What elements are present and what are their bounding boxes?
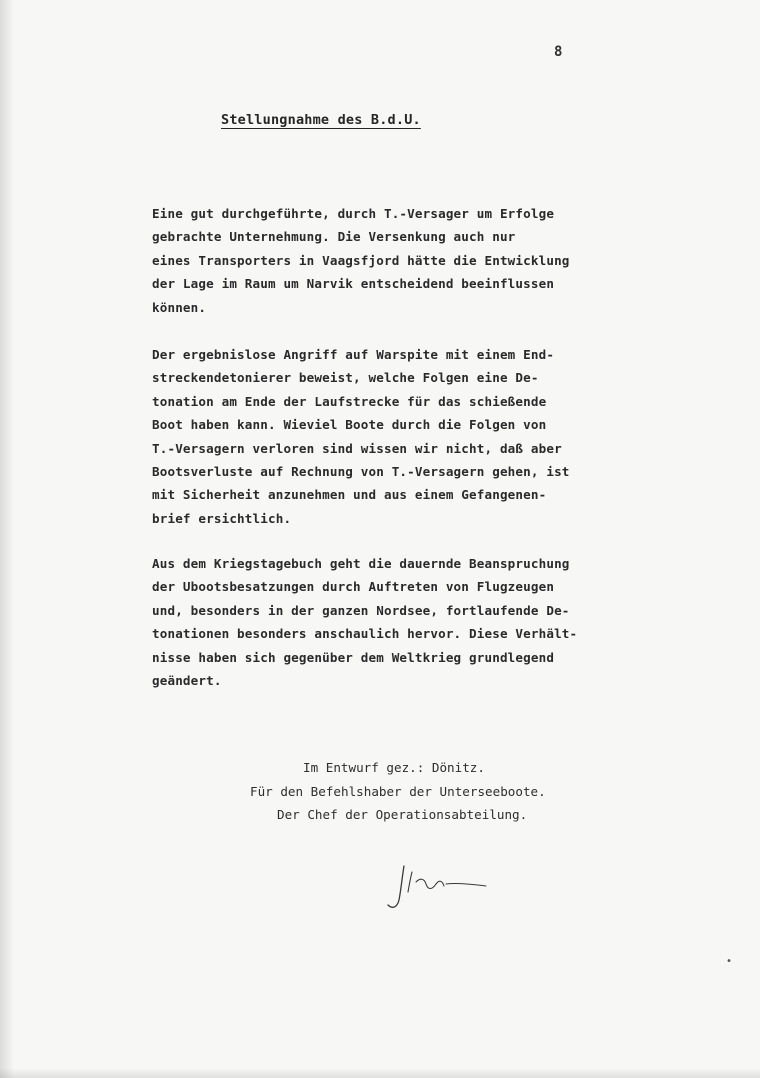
text-line: Bootsverluste auf Rechnung von T.-Versagern gehen, ist (152, 464, 570, 480)
text-line: und, besonders in der ganzen Nordsee, fortlaufende De- (152, 602, 570, 618)
handwritten-signature (382, 848, 502, 918)
text-line: geändert. (152, 673, 222, 689)
signature-line-draft: Im Entwurf gez.: Dönitz. (303, 760, 485, 775)
signature-line-commander: Für den Befehlshaber der Unterseeboote. (250, 783, 546, 799)
text-line: eines Transporters in Vaagsfjord hätte die Entwicklung (152, 252, 570, 268)
text-line: Der ergebnislose Angriff auf Warspite mit einem End- (152, 347, 555, 362)
text-line: der Ubootsbesatzungen durch Auftreten von Flugzeugen (152, 579, 555, 595)
text-line: streckendetonierer beweist, welche Folgen eine De- (152, 370, 539, 386)
signature-block (250, 756, 546, 827)
text-line: der Lage im Raum um Narvik entscheidend beeinflussen (152, 276, 555, 292)
text-line: tonation am Ende der Laufstrecke für das schießende (152, 393, 547, 409)
text-line: Aus dem Kriegstagebuch geht die dauernde Beanspruchung (152, 556, 570, 571)
scan-bottom-shadow (0, 1068, 760, 1078)
text-line: tonationen besonders anschaulich hervor. Diese Verhält- (152, 626, 578, 642)
text-line: mit Sicherheit anzunehmen und aus einem Gefangenen- (152, 487, 547, 503)
paragraph-2 (152, 343, 570, 530)
page-number: 8 (554, 44, 563, 60)
text-line: können. (152, 299, 207, 315)
text-line: gebrachte Unternehmung. Die Versenkung auch nur (152, 229, 516, 245)
signature-line-chief: Der Chef der Operationsabteilung. (277, 807, 528, 822)
paragraph-1 (152, 202, 570, 319)
text-line: brief ersichtlich. (152, 510, 292, 526)
scan-edge-shadow (0, 0, 14, 1078)
text-line: Boot haben kann. Wieviel Boote durch die Folgen von (152, 417, 547, 433)
scan-speck: • (726, 956, 733, 967)
text-line: nisse haben sich gegenüber dem Weltkrieg grundlegend (152, 649, 555, 665)
document-heading: Stellungnahme des B.d.U. (221, 112, 421, 128)
text-line: Eine gut durchgeführte, durch T.-Versager um Erfolge (152, 206, 555, 221)
paragraph-3 (152, 552, 577, 692)
text-line: T.-Versagern verloren sind wissen wir nicht, daß aber (152, 440, 562, 456)
